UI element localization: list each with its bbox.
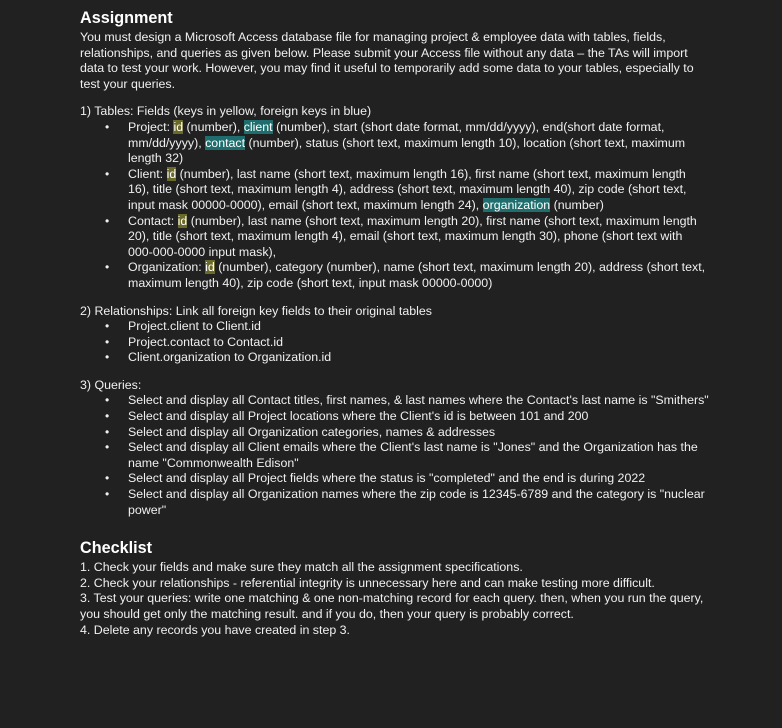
relationship-item: • Project.contact to Contact.id — [80, 335, 710, 351]
query-item: • Select and display all Contact titles, first names, & last names where the Contact's last name is "Smithers" — [80, 393, 710, 409]
primary-key: id — [205, 260, 215, 275]
field-text: (number), last name (short text, maximum length 16), first name (short text, maximum length 16), title (short text, maximum length 4), address (short text, maximum length 40), zip code (short text, input mask 00000-0000), email (short text, maximum length 24), — [128, 166, 687, 212]
relationship-item: • Project.client to Client.id — [80, 319, 710, 335]
relationship-item: • Client.organization to Organization.id — [80, 350, 710, 366]
assignment-document — [80, 8, 710, 638]
queries-heading: 3) Queries: — [80, 377, 142, 392]
tables-heading: 1) Tables: Fields (keys in yellow, foreign keys in blue) — [80, 104, 372, 119]
table-project — [80, 120, 710, 167]
query-item: • Select and display all Organization names where the zip code is 12345-6789 and the category is "nuclear power" — [80, 487, 710, 518]
table-organization — [80, 260, 710, 291]
checklist-item: 2. Check your relationships - referential integrity is unnecessary here and can make testing more difficult. — [80, 575, 655, 590]
primary-key: id — [166, 166, 177, 181]
field-text: (number), — [183, 119, 244, 134]
tables-list — [80, 120, 710, 292]
table-name: Contact: — [128, 213, 178, 228]
tables-section — [80, 104, 710, 291]
relationships-section — [80, 304, 710, 366]
primary-key: id — [173, 119, 184, 134]
table-name: Client: — [128, 166, 167, 181]
table-contact — [80, 214, 710, 261]
field-text: (number), status (short text, maximum length 10), location (short text, maximum length 32) — [128, 135, 686, 166]
checklist-item: 4. Delete any records you have created in step 3. — [80, 622, 350, 637]
queries-section — [80, 378, 710, 518]
relationships-heading: 2) Relationships: Link all foreign key fields to their original tables — [80, 303, 432, 318]
assignment-heading: Assignment — [80, 9, 173, 27]
query-item: • Select and display all Project fields where the status is "completed" and the end is during 2022 — [80, 471, 710, 487]
checklist-list — [80, 560, 710, 638]
field-text: (number), last name (short text, maximum length 20), first name (short text, maximum length 20), title (short text, maximum length 4), email (short text, maximum length 30), phone (short text with 000-000-0000 input mask), — [128, 213, 697, 259]
field-text: (number) — [550, 197, 604, 212]
assignment-intro: You must design a Microsoft Access database file for managing project & employee data with tables, fields, relationships, and queries as given below. Please submit your Access file without any data – the TAs will import data to test your work. However, you may find it useful to temporarily add some data to your tables, especially to test your queries. — [80, 30, 694, 91]
foreign-key: client — [243, 119, 273, 134]
query-item: • Select and display all Organization categories, names & addresses — [80, 425, 710, 441]
foreign-key: contact — [205, 135, 246, 150]
foreign-key: organization — [482, 197, 551, 212]
table-name: Organization: — [128, 260, 206, 275]
primary-key: id — [177, 213, 188, 228]
table-name: Project: — [128, 119, 174, 134]
relationships-list — [80, 319, 710, 366]
field-text: (number), category (number), name (short text, maximum length 20), address (short text, maximum length 40), zip code (short text, input mask 00000-0000) — [128, 260, 706, 290]
query-item: • Select and display all Project locations where the Client's id is between 101 and 200 — [80, 409, 710, 425]
checklist-heading: Checklist — [80, 539, 152, 558]
queries-list — [80, 393, 710, 518]
table-client — [80, 167, 710, 214]
field-text: (number), start (short date format, mm/dd/yyyy), end(short date format, mm/dd/yyyy), — [128, 119, 665, 150]
query-item: • Select and display all Client emails where the Client's last name is "Jones" and the Organization has the name "Commonwealth Edison" — [80, 440, 710, 471]
checklist-item: 1. Check your fields and make sure they match all the assignment specifications. — [80, 560, 523, 575]
checklist-item: 3. Test your queries: write one matching & one non-matching record for each query. then, when you run the query, you should get only the matching result. and if you do, then your query is probably correct. — [80, 591, 704, 621]
